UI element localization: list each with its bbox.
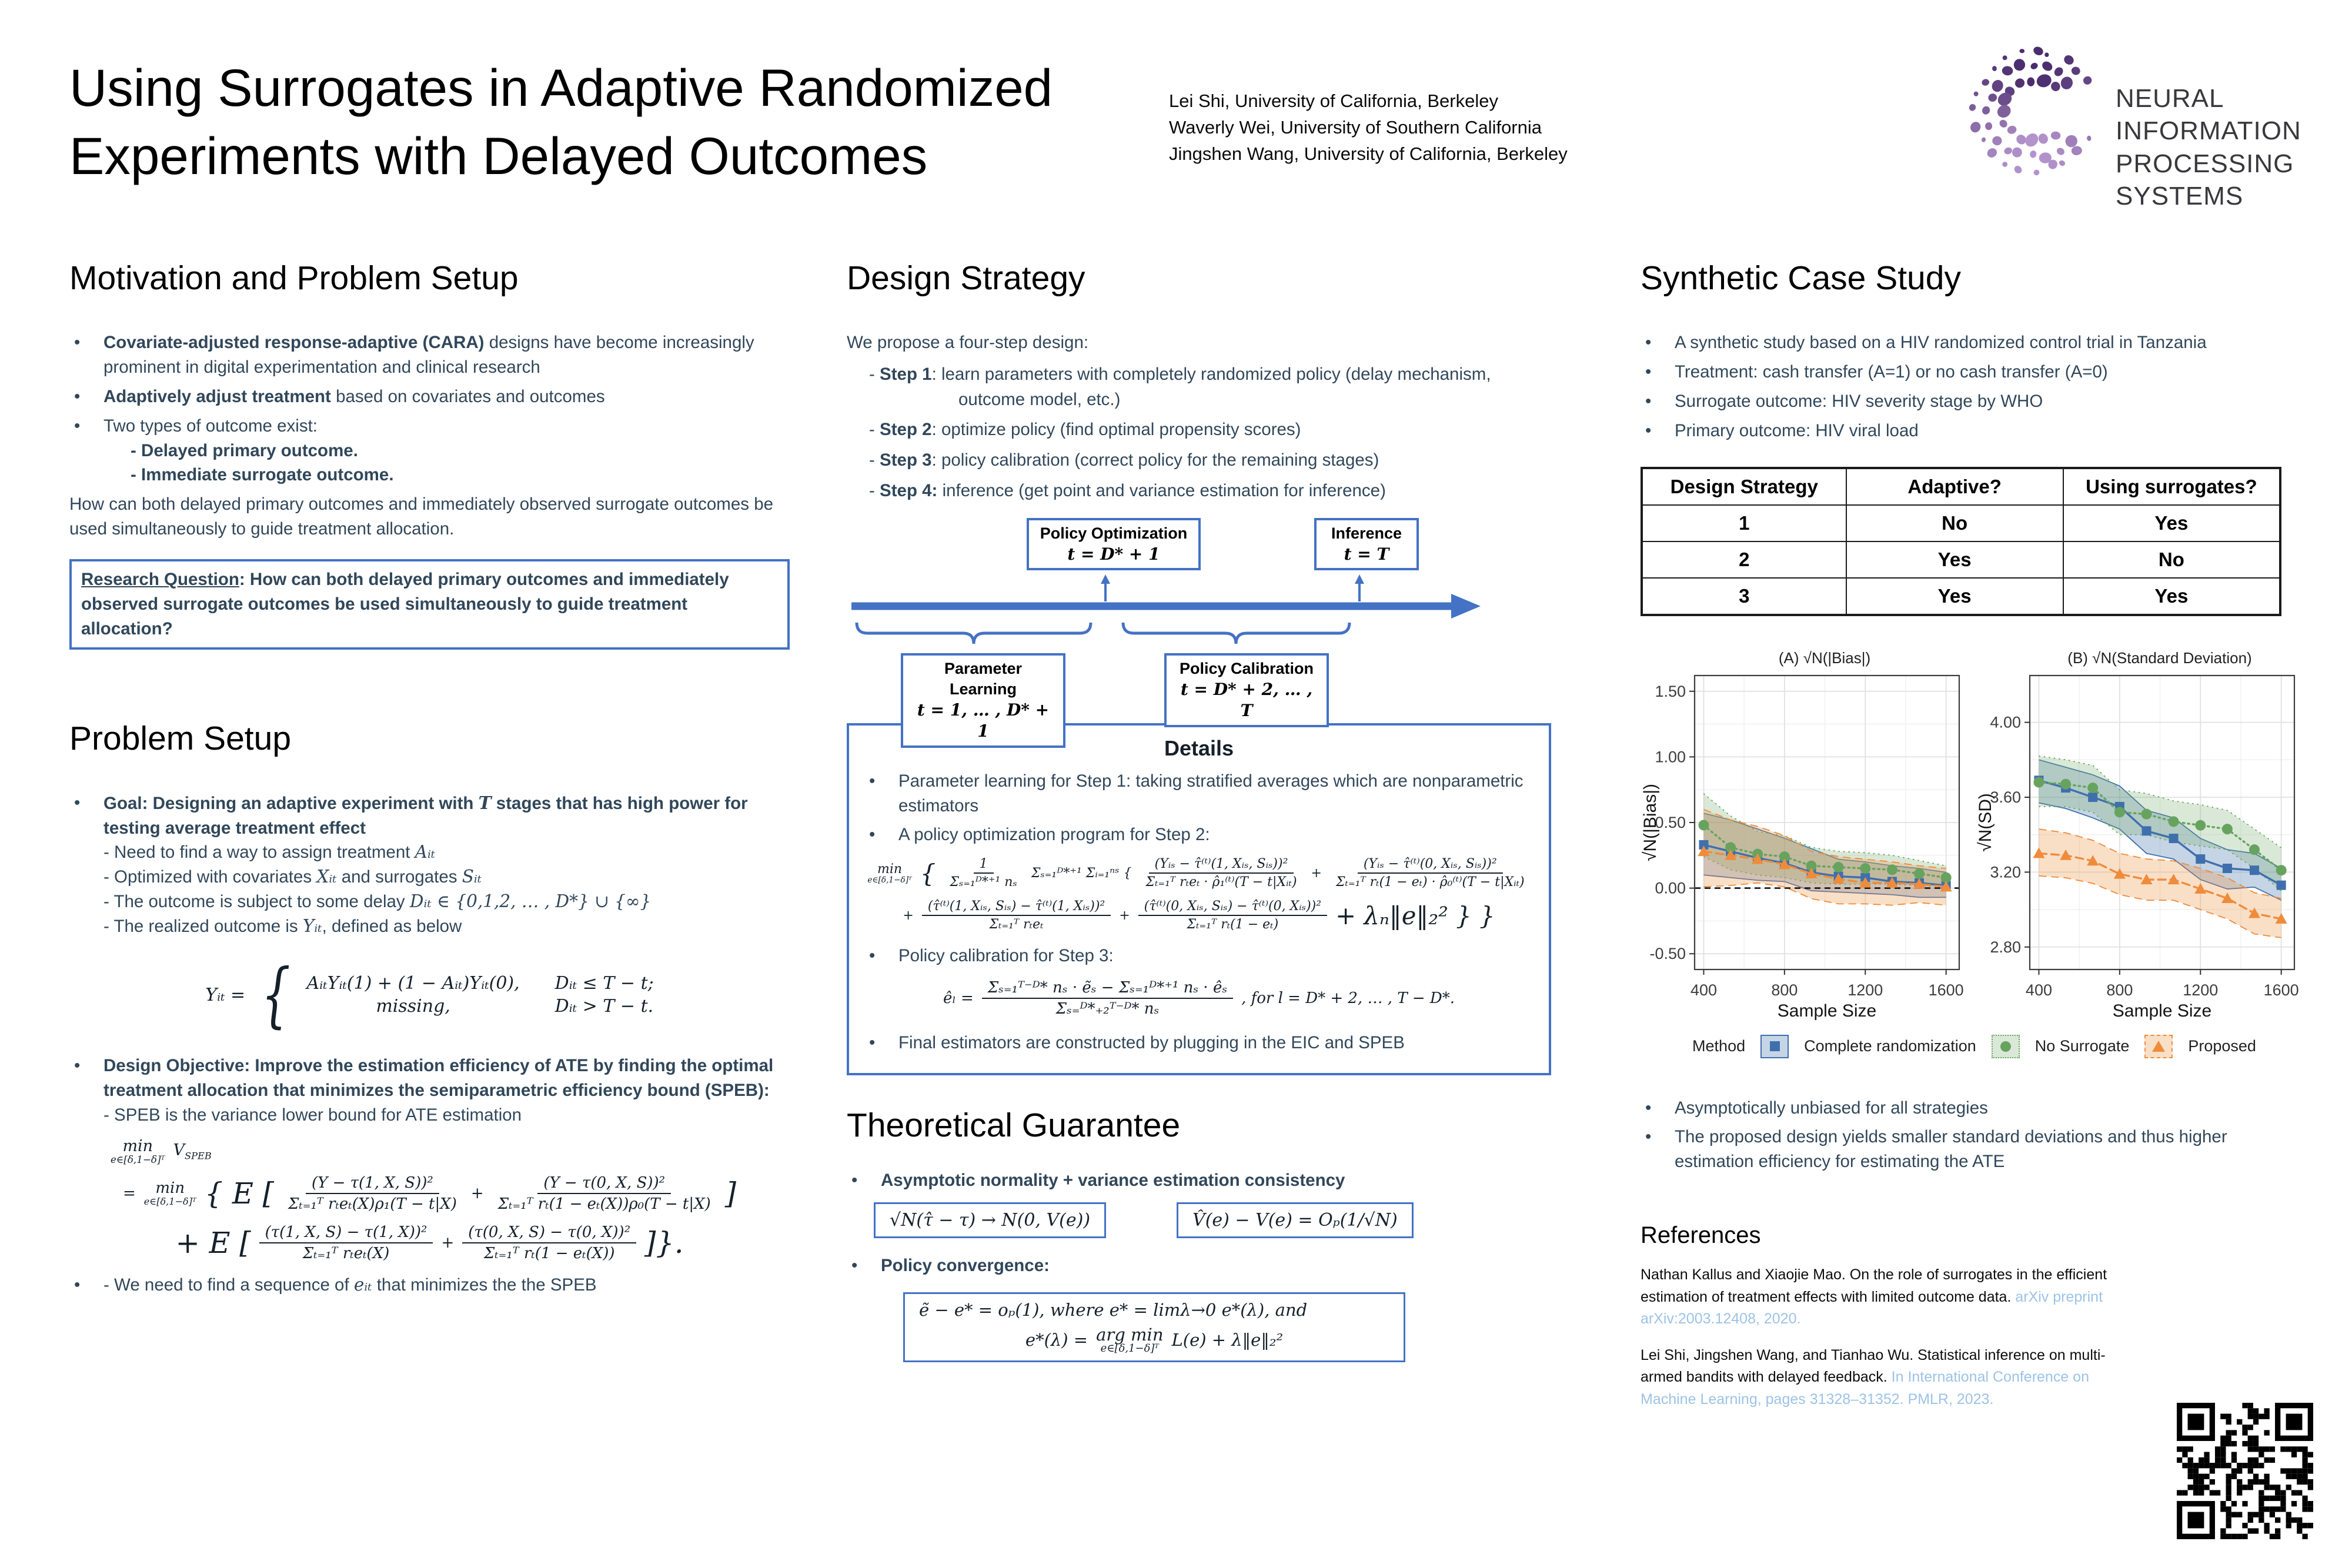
design-strategy-table [1641,467,2281,616]
list-item: • A policy optimization program for Step 2: [864,823,1534,847]
bullet-icon: • [1645,1098,1652,1118]
design-intro: We propose a four-step design: [847,333,1089,352]
chart-title: (A) √N(|Bias|) [1778,648,1871,667]
bullet-icon: • [1645,420,1652,440]
svg-text:√N(SD): √N(SD) [1976,793,1995,852]
legend-swatch-proposed-icon [2144,1035,2173,1058]
timeline-box-policy-optimization: Policy Optimization t = D* + 1 [1027,518,1201,570]
list-item: • Treatment: cash transfer (A=1) or no cash transfer (A=0) [1641,360,2308,385]
page-title [69,54,1053,190]
section-heading-problem-setup: Problem Setup [69,719,292,757]
legend-item-label: Proposed [2188,1037,2256,1055]
bullet-icon: • [869,825,876,845]
bullet-icon: • [869,1033,876,1053]
bullet-icon: • [869,771,876,791]
svg-text:1.00: 1.00 [1655,747,1686,765]
list-item: • Adaptively adjust treatment based on covariates and outcomes [69,385,790,409]
section-heading-synthetic-case-study: Synthetic Case Study [1641,259,1961,297]
details-heading: Details [1164,735,1234,760]
design-step-1: - Step 1: learn parameters with completely randomized policy (delay mechanism, outcome model, etc.) [869,364,1491,409]
list-item: • Final estimators are constructed by plugging in the EIC and SPEB [864,1031,1534,1055]
sub-item: - The outcome is subject to some delay Dᵢₜ ∈ {0,1,2, … , D*} ∪ {∞} [103,891,652,912]
bullet-icon: • [1645,391,1652,411]
timeline-arrowhead-icon [1451,594,1481,618]
bullet-icon: • [74,1055,81,1075]
reference-entry: Nathan Kallus and Xiaojie Mao. On the role of surrogates in the efficient estimation of treatment effects with limited outcome data. arXiv preprint arXiv:2003.12408, 2020. [1641,1266,2107,1328]
svg-text:400: 400 [1690,981,1717,999]
list-item: • A synthetic study based on a HIV randomized control trial in Tanzania [1641,330,2308,355]
title-line-2: Experiments with Delayed Outcomes [69,126,928,185]
svg-text:3.20: 3.20 [1990,862,2021,881]
neurips-logo-text: NEURAL INFORMATION PROCESSING SYSTEMS [2116,84,2301,211]
table-row: 1 No Yes [1642,505,2280,541]
neurips-logo [1958,31,2346,211]
svg-text:-0.50: -0.50 [1649,944,1686,962]
sub-item: - Delayed primary outcome. [131,440,358,460]
bullet-icon: • [74,416,81,436]
timeline-box-policy-calibration: Policy Calibration t = D* + 2, … , T [1164,653,1329,727]
chart-title: (B) √N(Standard Deviation) [2067,648,2252,667]
section-heading-motivation: Motivation and Problem Setup [69,259,519,297]
svg-text:1600: 1600 [1928,981,1964,999]
column-design [847,259,1551,1362]
column-motivation [69,259,790,1302]
research-question-box: Research Question: How can both delayed primary outcomes and immediately observed surrogate outcomes be used simultaneously to guide treatment allocation? [69,559,790,650]
timeline-box-parameter-learning: Parameter Learning t = 1, … , D* + 1 [901,653,1065,748]
bullet-icon: • [74,333,81,352]
legend-item-label: Complete randomization [1804,1037,1976,1055]
chart-bias [1641,649,1967,1029]
svg-text:800: 800 [1771,981,1798,999]
list-item: • Asymptotically unbiased for all strategies [1641,1096,2308,1121]
bullet-icon: • [851,1255,858,1275]
brace-right-icon [1123,623,1349,644]
svg-text:0.00: 0.00 [1655,879,1686,897]
sub-item: - The realized outcome is Yᵢₜ, defined as below [103,916,462,936]
formula-asymptotic-normality: √N(τ̂ − τ) → N(0, V(e)) [874,1202,1106,1238]
list-item: • Covariate-adjusted response-adaptive (CARA) designs have become increasingly prominent in digital experimentation and clinical research [69,330,790,380]
formula-speb: min e∈[δ,1−δ]ᵀ $V_{SPEB}$ = min e∈[δ,1−δ]ᵀ { E [ $\frac{\text{(Y − τ(1, X, S))²}}{\text{Σₜ₌₁ᵀ rₜeₜ(X)ρ₁(T − t|X)}}$ + $\frac{\text{(Y − τ(0, X, S))²}}{\text{Σₜ₌₁ᵀ rₜ(1 − eₜ(X))ρ₀(T − t|X)}}$ ] + E [ $\frac{\text{(τ(1, X, S) − τ(1, X))²}}{\text{Σₜ₌₁ᵀ rₜeₜ(X)}}$ + $\frac{\text{(τ(0, X, S) − τ(0, X))²}}{\text{Σₜ₌₁ᵀ rₜ(1 − eₜ(X))}}$ ]}. [111,1136,737,1263]
svg-text:1.50: 1.50 [1655,682,1686,700]
table-row: 2 Yes No [1642,541,2280,578]
sub-item: - Need to find a way to assign treatment Aᵢₜ [103,842,436,862]
svg-text:1200: 1200 [1847,981,1883,999]
bullet-icon: • [74,793,81,813]
svg-text:1200: 1200 [2183,981,2219,999]
design-step-3: - Step 3: policy calibration (correct policy for the remaining stages) [869,450,1379,470]
svg-text:Sample Size: Sample Size [2112,1001,2212,1021]
section-heading-theoretical-guarantee: Theoretical Guarantee [847,1106,1181,1145]
neurips-logo-dots-icon [1958,35,2110,187]
brace-left-icon [857,623,1091,644]
reference-entry: Lei Shi, Jingshen Wang, and Tianhao Wu. Statistical inference on multi-armed bandits with delayed feedback. In International Conference on Machine Learning, pages 31328–31352. PMLR, 2023. [1641,1346,2106,1407]
list-item: • - We need to find a sequence of eᵢₜ that minimizes the the SPEB [69,1273,790,1298]
list-item: • Primary outcome: HIV viral load [1641,419,2308,443]
list-item: • Surrogate outcome: HIV severity stage by WHO [1641,389,2308,414]
author-line: Lei Shi, University of California, Berkeley [1169,91,1498,111]
bullet-icon: • [1645,362,1652,382]
list-item: • Parameter learning for Step 1: taking stratified averages which are nonparametric estimators [864,769,1534,818]
svg-text:4.00: 4.00 [1990,713,2021,731]
paragraph: How can both delayed primary outcomes and immediately observed surrogate outcomes be used simultaneously to guide treatment allocation. [69,494,774,539]
list-item: • Goal: Designing an adaptive experiment with T stages that has high power for testing average treatment effect - Need to find a way to assign treatment Aᵢₜ - Optimized with covariates Xᵢₜ and surrogates Sᵢₜ - The outcome is subject to some delay Dᵢₜ ∈ {0,1,2, … , D*} ∪ {∞} - The realized outcome is Yᵢₜ, defined as below [69,791,790,939]
formula-policy-optimization: min e∈[δ,1−δ]ᵀ { $\frac{1}{\text{Σₛ₌₁ᴰ*⁺¹ nₛ}}$ Σₛ₌₁ᴰ*⁺¹ Σᵢ₌₁ⁿˢ { $\frac{\text{(Yᵢₛ − τ̂⁽ᵗ⁾(1, Xᵢₛ, Sᵢₛ))²}}{\text{Σₜ₌₁ᵀ rₜeₜ · ρ̂₁⁽ᵗ⁾(T − t|Xᵢₜ)}}$ + $\frac{\text{(Yᵢₛ − τ̂⁽ᵗ⁾(0, Xᵢₛ, Sᵢₛ))²}}{\text{Σₜ₌₁ᵀ rₜ(1 − eₜ) · ρ̂₀⁽ᵗ⁾(T − t|Xᵢₜ)}}$ + $\frac{\text{(τ̂⁽ᵗ⁾(1, Xᵢₛ, Sᵢₛ) − τ̂⁽ᵗ⁾(1, Xᵢₛ))²}}{\text{Σₜ₌₁ᵀ rₜeₜ}}$ + $\frac{\text{(τ̂⁽ᵗ⁾(0, Xᵢₛ, Sᵢₛ) − τ̂⁽ᵗ⁾(0, Xᵢₛ))²}}{\text{Σₜ₌₁ᵀ rₜ(1 − eₜ)}}$ + λₙ‖e‖₂² } } [867,857,1525,932]
design-step-4: - Step 4: inference (get point and variance estimation for inference) [869,480,1386,500]
chart-legend [1641,1035,2308,1058]
bullet-icon: • [74,1275,81,1295]
section-heading-design-strategy: Design Strategy [847,259,1085,297]
legend-item-label: No Surrogate [2034,1037,2130,1055]
formula-policy-calibration: êₗ = $\frac{\text{Σₛ₌₁ᵀ⁻ᴰ* nₛ · ẽₛ − Σₛ₌₁ᴰ*⁺¹ nₛ · êₛ}}{\text{Σₛ₌ᴰ*₊₂ᵀ⁻ᴰ* nₛ}}$ , for l = D* + 2, … , T − D*. [943,979,1455,1018]
qr-code [2177,1403,2313,1539]
bullet-icon: • [851,1171,858,1191]
sub-item: - SPEB is the variance lower bound for ATE estimation [103,1105,522,1125]
design-step-2: - Step 2: optimize policy (find optimal propensity scores) [869,420,1301,440]
svg-text:400: 400 [2025,981,2052,999]
bullet-icon: • [74,386,81,406]
bullet-icon: • [1645,333,1652,352]
list-item: • Policy calibration for Step 3: [864,944,1534,968]
author-line: Waverly Wei, University of Southern California [1169,116,1542,138]
left-brace: { [261,954,291,1036]
table-row: 3 Yes Yes [1642,578,2280,615]
formula-policy-convergence: ẽ − e* = oₚ(1), where e* = limλ→0 e*(λ), and e*(λ) = arg min e∈[δ,1−δ]ᵀ L(e) + λ‖e‖₂² [903,1292,1405,1362]
svg-text:2.80: 2.80 [1990,938,2021,956]
svg-text:√N(|Bias|): √N(|Bias|) [1641,783,1660,861]
design-timeline-diagram [847,517,1546,741]
title-line-1: Using Surrogates in Adaptive Randomized [69,58,1053,117]
results-charts [1641,649,2308,1029]
table-header-row: Design Strategy Adaptive? Using surrogates? [1642,468,2280,505]
list-item: • Design Objective: Improve the estimation efficiency of ATE by finding the optimal treatment allocation that minimizes the semiparametric efficiency bound (SPEB): - SPEB is the variance lower bound for ATE estimation [69,1054,790,1128]
legend-label: Method [1692,1037,1746,1055]
column-case-study [1641,259,2308,1410]
bias-line-chart [1641,668,1967,1029]
svg-text:3.60: 3.60 [1990,788,2021,806]
reference-link[interactable]: In International Conference on Machine Learning, pages 31328–31352. PMLR, 2023. [1641,1369,2089,1407]
bullet-icon: • [1645,1127,1652,1147]
list-item: • Policy convergence: [847,1253,1551,1278]
bullet-icon: • [869,946,876,966]
chart-sd [1976,649,2303,1029]
references-heading: References [1641,1222,1761,1249]
svg-text:0.50: 0.50 [1655,813,1686,831]
timeline-box-inference: Inference t = T [1314,518,1419,570]
details-box [847,723,1551,1075]
author-line: Jingshen Wang, University of California, Berkeley [1169,143,1568,164]
authors-block [1169,88,1568,168]
svg-text:800: 800 [2106,981,2133,999]
sub-item: - Immediate surrogate outcome. [131,465,394,485]
sd-line-chart [1976,668,2303,1029]
list-item: • Asymptotic normality + variance estimation consistency [847,1168,1551,1193]
formula-outcome-definition: Yᵢₜ = { AᵢₜYᵢₜ(1) + (1 − Aᵢₜ)Yᵢₜ(0), Dᵢₜ ≤ T − t; missing, Dᵢₜ > T − t. [205,954,654,1036]
reference-link[interactable]: arXiv preprint arXiv:2003.12408, 2020. [1641,1288,2103,1328]
legend-swatch-complete-randomization-icon [1760,1035,1789,1058]
legend-swatch-no-surrogate-icon [1992,1035,2020,1058]
sub-item: - Optimized with covariates Xᵢₜ and surrogates Sᵢₜ [103,867,482,887]
formula-variance-consistency: V̂(e) − V(e) = Oₚ(1/√N) [1177,1202,1414,1238]
list-item: • The proposed design yields smaller standard deviations and thus higher estimation efficiency for estimating the ATE [1641,1125,2308,1174]
svg-text:1600: 1600 [2263,981,2299,999]
svg-text:Sample Size: Sample Size [1777,1001,1877,1021]
list-item: • Two types of outcome exist: - Delayed primary outcome. - Immediate surrogate outcome. [69,414,790,488]
